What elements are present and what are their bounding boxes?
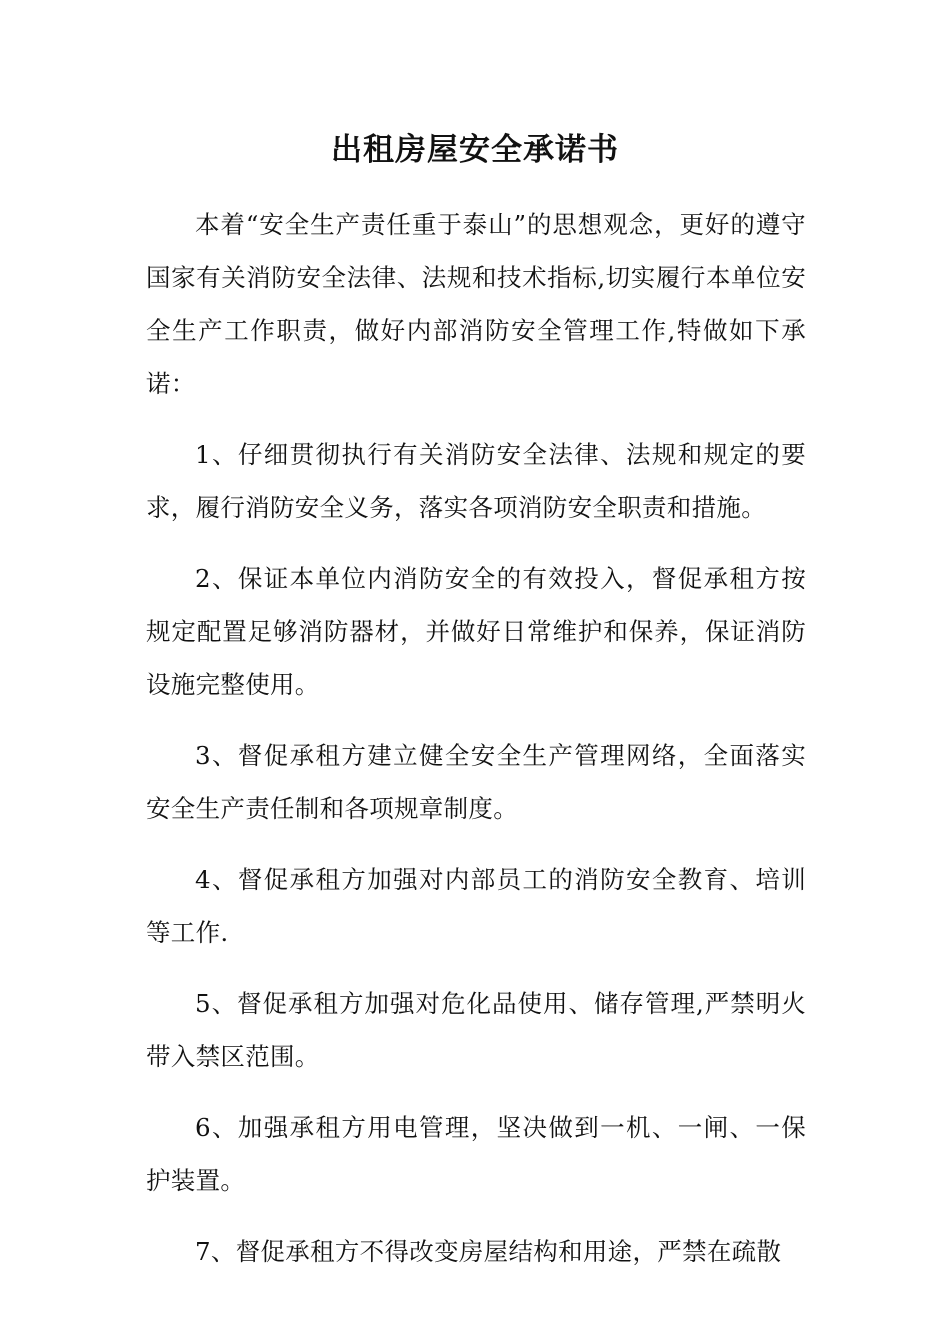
document-title: 出租房屋安全承诺书	[331, 132, 619, 168]
intro-paragraph: 本着“安全生产责任重于泰山”的思想观念，更好的遵守国家有关消防安全法律、法规和技术指标,切实履行本单位安全生产工作职责，做好内部消防安全管理工作,特做如下承诺：	[146, 210, 806, 398]
commitment-item-6: 6、加强承租方用电管理，坚决做到一机、一闸、一保护装置。	[146, 1113, 806, 1195]
document-body	[146, 198, 806, 1296]
commitment-item-4: 4、督促承租方加强对内部员工的消防安全教育、培训等工作.	[146, 865, 806, 947]
commitment-item-2: 2、保证本单位内消防安全的有效投入，督促承租方按规定配置足够消防器材，并做好日常维护和保养，保证消防设施完整使用。	[146, 564, 806, 699]
commitment-item-7: 7、督促承租方不得改变房屋结构和用途，严禁在疏散	[195, 1237, 782, 1266]
commitment-item-3: 3、督促承租方建立健全安全生产管理网络，全面落实安全生产责任制和各项规章制度。	[146, 741, 806, 823]
commitment-item-5: 5、督促承租方加强对危化品使用、储存管理,严禁明火带入禁区范围。	[146, 989, 806, 1071]
commitment-item-1: 1、仔细贯彻执行有关消防安全法律、法规和规定的要求，履行消防安全义务，落实各项消防安全职责和措施。	[146, 440, 806, 522]
